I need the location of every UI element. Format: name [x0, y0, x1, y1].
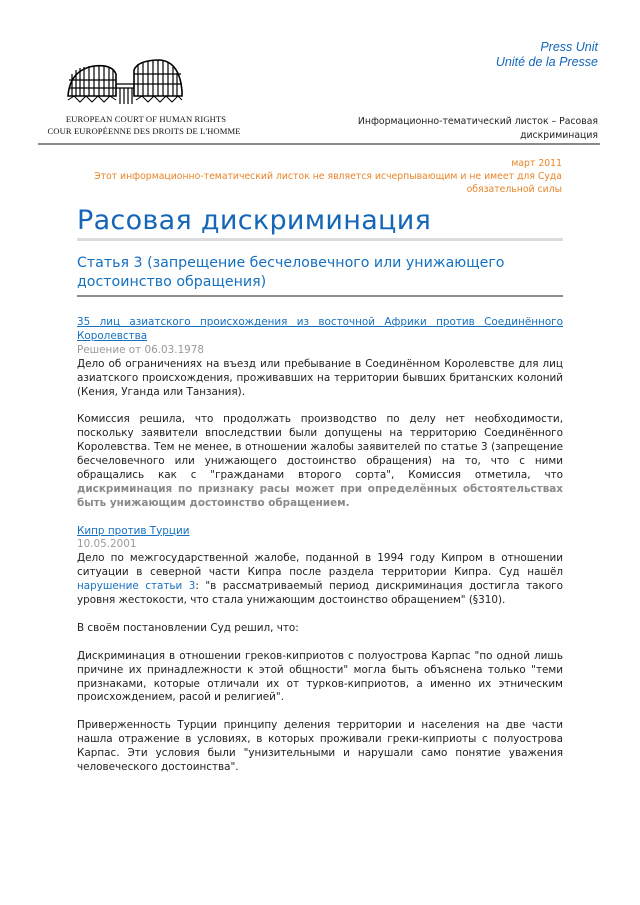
case-entry	[77, 525, 563, 775]
page-title: Расовая дискриминация	[77, 205, 432, 236]
case-paragraph-text: Комиссия решила, что продолжать производство по делу нет необходимости, поскольку заявители впоследствии были допущены на территорию Соединённого Королевства. Тем не менее, в отношении жалобы заявителей по статье 3 (запрещение бесчеловечного или унижающего достоинство обращения) на то, что с ними обращались как с "гражданами второго сорта", Комиссия отметила, что	[77, 413, 563, 481]
court-logo	[38, 58, 241, 138]
case-paragraph: Дискриминация в отношении греков-киприотов с полуострова Карпас "по одной лишь причине их принадлежности к этой общности" могла быть объяснена только "теми признаками, которые отличали их от турков-киприотов, а именно их этническим происхождением, расой и религией".	[77, 649, 563, 704]
case-summary-text: Дело по межгосударственной жалобе, поданной в 1994 году Кипром в отношении ситуации в северной части Кипра после раздела территории Кипра. Суд нашёл	[77, 552, 563, 579]
title-divider	[77, 238, 563, 241]
case-summary-quote: : "в рассматриваемый период дискриминация достигла такого уровня жестокости, что стала унижающим достоинство обращением" (§310).	[77, 580, 563, 607]
document-meta	[62, 157, 562, 196]
factsheet-header-title-line1: Информационно-тематический листок – Расовая	[357, 116, 598, 127]
press-unit-french: Unité de la Presse	[495, 55, 598, 69]
press-unit-english: Press Unit	[540, 40, 598, 54]
publication-date: март 2011	[511, 158, 562, 169]
case-summary: Дело об ограничениях на въезд или пребывание в Соединённом Королевстве для лиц азиатского происхождения, проживавших на территории бывших британских колоний (Кения, Уганда или Танзания).	[77, 357, 563, 398]
case-entry	[77, 316, 563, 511]
case-link-cyprus-v-turkey[interactable]: Кипр против Турции	[77, 524, 190, 537]
factsheet-header-title-line2: дискриминация	[520, 130, 598, 141]
court-building-icon	[64, 58, 184, 108]
press-unit	[496, 40, 598, 70]
case-summary	[77, 552, 563, 608]
section-heading: Статья 3 (запрещение бесчеловечного или унижающего достоинство обращения)	[77, 255, 505, 290]
header-divider	[38, 143, 600, 145]
violation-article-3-link[interactable]: нарушение статьи 3	[77, 580, 196, 593]
section-divider	[77, 295, 563, 297]
case-paragraph: В своём постановлении Суд решил, что:	[77, 621, 299, 634]
logo-text-english: EUROPEAN COURT OF HUMAN RIGHTS	[65, 114, 227, 124]
case-date: Решение от 06.03.1978	[77, 343, 205, 356]
factsheet-header-title	[318, 115, 598, 143]
case-paragraph	[77, 413, 563, 510]
disclaimer-line1: Этот информационно-тематический листок не является исчерпывающим и не имеет для Суда	[94, 171, 562, 182]
disclaimer-line2: обязательной силы	[466, 184, 562, 195]
document-body	[77, 316, 563, 775]
case-link-east-african-asians[interactable]: 35 лиц азиатского происхождения из восточной Африки против Соединённого Королевства	[77, 316, 563, 342]
case-date: 10.05.2001	[77, 538, 137, 551]
logo-text-french: COUR EUROPÉENNE DES DROITS DE L'HOMME	[47, 126, 241, 136]
case-paragraph: Приверженность Турции принципу деления территории и населения на две части нашла отражение в условиях, в которых проживали греки-киприоты с полуострова Карпас. Эти условия были "унизительными и нарушали само понятие уважения человеческого достоинства".	[77, 719, 563, 773]
case-emphasis: дискриминация по признаку расы может при определённых обстоятельствах быть унижающим достоинство обращением.	[77, 482, 563, 509]
